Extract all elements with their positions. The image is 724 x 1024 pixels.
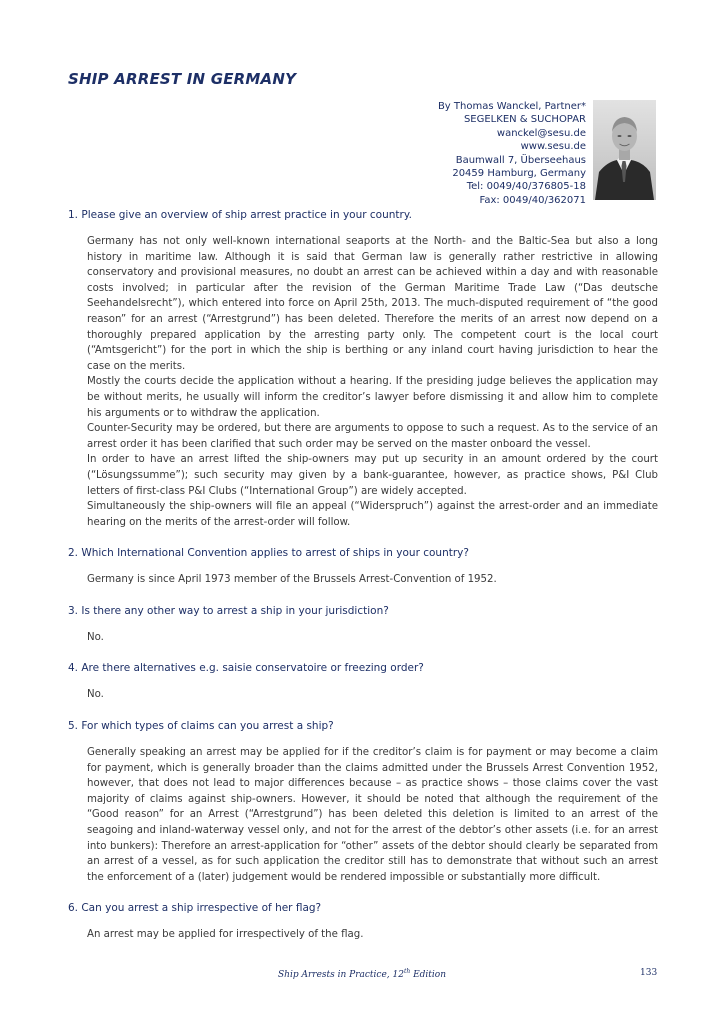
answer-1-paragraph: Simultaneously the ship-owners will file an appeal (“Widerspruch”) against the arrest-order and an immediate hearing on the merits of the arrest-order will follow. bbox=[87, 501, 658, 528]
question-2: 2. Which International Convention applies to arrest of ships in your country? bbox=[68, 547, 469, 560]
answer-5 bbox=[87, 745, 658, 885]
question-1: 1. Please give an overview of ship arrest practice in your country. bbox=[68, 209, 412, 221]
answer-1-paragraph: Germany has not only well-known international seaports at the North- and the Baltic-Sea but also a long history in maritime law. Although it is said that German law is generally rather restrictive in allowing conservatory and provisional measures, no doubt an arrest can be achieved within a day and with reasonable costs involved; in particular after the revision of the German Maritime Trade Law (“Das deutsche Seehandelsrecht”), which entered into force on April 25th, 2013. The much-disputed requirement of “the good reason” for an arrest (“Arrestgrund”) has been deleted. Therefore the merits of an arrest now depend on a thoroughly prepared application by the arresting party only. The competent court is the local court (“Amtsgericht”) for the port in which the ship is berthing or any inland court having jurisdiction to hear the case on the merits. bbox=[87, 236, 658, 372]
question-5: 5. For which types of claims can you arrest a ship? bbox=[68, 720, 334, 733]
author-firm: SEGELKEN & SUCHOPAR bbox=[463, 114, 586, 126]
author-website[interactable]: www.sesu.de bbox=[520, 141, 586, 153]
edition-title: Ship Arrests in Practice, 12 bbox=[278, 970, 404, 980]
author-fax: Fax: 0049/40/362071 bbox=[479, 194, 586, 206]
author-telephone: Tel: 0049/40/376805-18 bbox=[466, 181, 586, 193]
answer-1-paragraph: Counter-Security may be ordered, but there are arguments to oppose to such a request. As to the service of an arrest order it has been clarified that such order may be served on the master onboard the vessel. bbox=[87, 423, 658, 450]
answer-2 bbox=[87, 572, 658, 588]
answer-4-paragraph: No. bbox=[87, 689, 104, 701]
answer-1-paragraph: In order to have an arrest lifted the ship-owners may put up security in an amount ordered by the court (“Lösungssumme”); such security may given by a bank-guarantee, however, as practice shows, P&I Club letters of first-class P&I Clubs (“International Group”) are widely accepted. bbox=[87, 454, 658, 497]
answer-6 bbox=[87, 927, 658, 943]
page-number: 133 bbox=[640, 968, 658, 978]
question-6: 6. Can you arrest a ship irrespective of her flag? bbox=[68, 902, 322, 915]
answer-2-paragraph: Germany is since April 1973 member of the Brussels Arrest-Convention of 1952. bbox=[87, 574, 497, 586]
answer-6-paragraph: An arrest may be applied for irrespectively of the flag. bbox=[87, 929, 364, 941]
author-line: By Thomas Wanckel, Partner* bbox=[437, 101, 586, 112]
qa-content bbox=[68, 208, 658, 943]
answer-1-paragraph: Mostly the courts decide the application without a hearing. If the presiding judge believes the application may be without merits, he usually will inform the creditor’s lawyer before dismissing it and allow him to complete his arguments or to withdraw the application. bbox=[87, 376, 658, 419]
author-address-line-2: 20459 Hamburg, Germany bbox=[452, 168, 586, 180]
answer-4 bbox=[87, 687, 658, 703]
author-block bbox=[438, 100, 586, 207]
answer-3-paragraph: No. bbox=[87, 631, 104, 643]
answer-3 bbox=[87, 630, 658, 646]
author-email[interactable]: wanckel@sesu.de bbox=[496, 127, 586, 139]
question-3: 3. Is there any other way to arrest a ship in your jurisdiction? bbox=[68, 604, 389, 617]
edition-suffix: Edition bbox=[410, 970, 447, 980]
edition-label bbox=[278, 968, 446, 980]
edition-superscript: th bbox=[403, 968, 411, 975]
answer-1 bbox=[87, 234, 658, 530]
author-portrait-photo bbox=[593, 100, 656, 200]
page-title: SHIP ARREST IN GERMANY bbox=[68, 70, 297, 88]
question-4: 4. Are there alternatives e.g. saisie conservatoire or freezing order? bbox=[68, 662, 424, 675]
author-address-line-1: Baumwall 7, Überseehaus bbox=[455, 154, 586, 166]
answer-5-paragraph: Generally speaking an arrest may be applied for if the creditor’s claim is for payment or may become a claim for payment, which is generally broader than the claims admitted under the Brussels Arrest Convention 1952, however, that does not lead to major differences because – as practice shows – those claims cover the vast majority of claims against ship-owners. However, it should be noted that although the requirement of the “Good reason” for an Arrest (“Arrestgrund”) has been deleted this deletion is limited to an arrest of the seagoing and inland-waterway vessel only, and not for the arrest of the debtor’s other assets (i.e. for an arrest into bunkers): Therefore an arrest-application for “other” assets of the debtor should clearly be separated from an arrest of a vessel, as for such application the creditor still has to demonstrate that without such an arrest the enforcement of a (later) judgement would be rendered impossible or substantially more difficult. bbox=[87, 747, 658, 883]
